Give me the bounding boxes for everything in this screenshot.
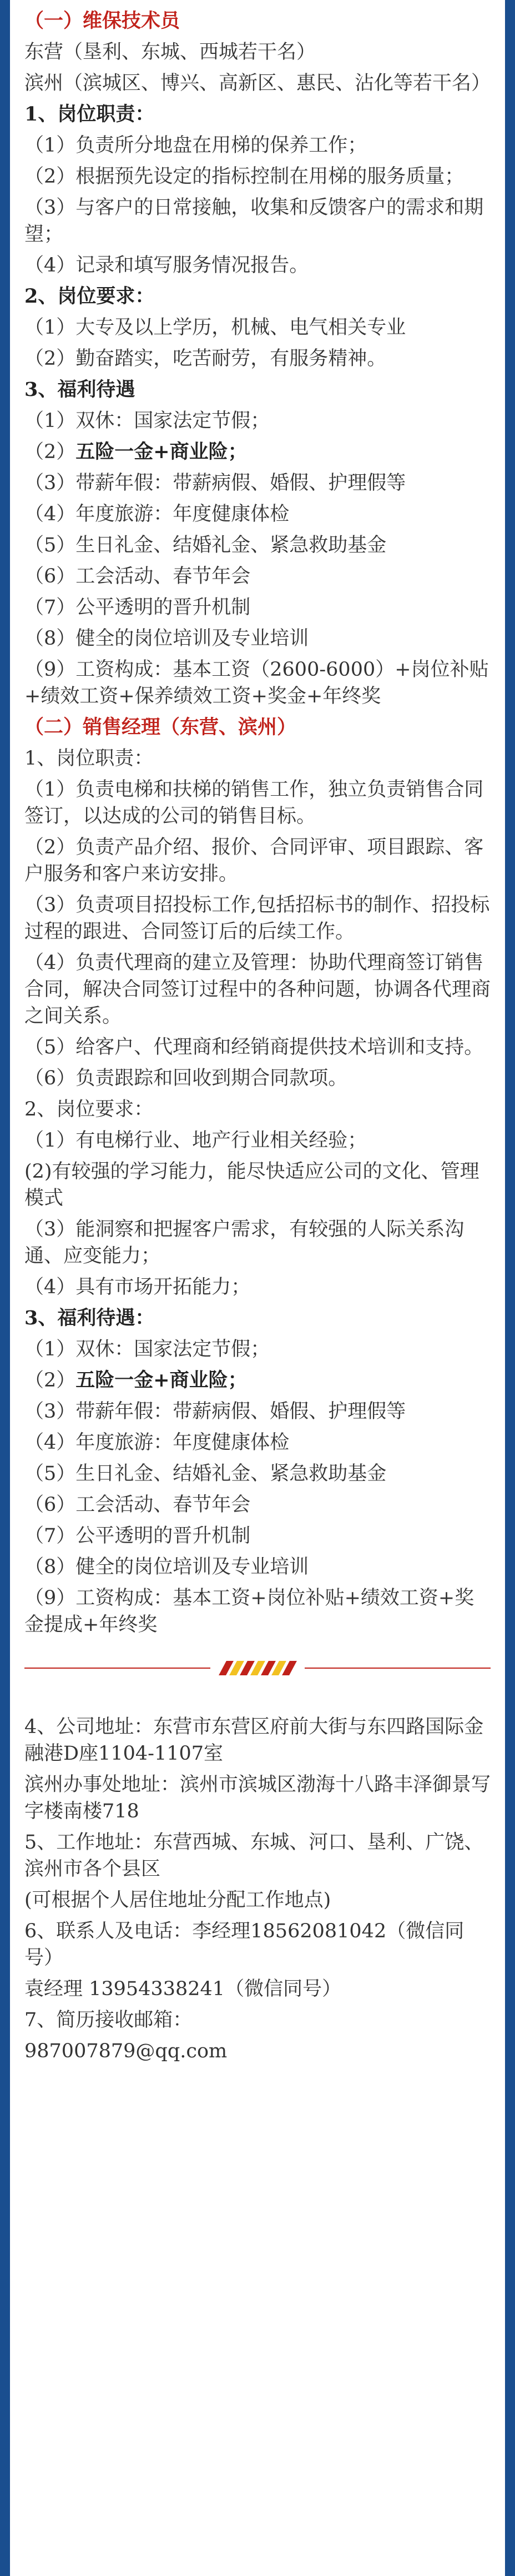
job1-benefit-prefix: （1）双休：	[24, 410, 134, 432]
job2-benefit-item: （9）工资构成：基本工资+岗位补贴+绩效工资+奖金提成+年终奖	[24, 1587, 474, 1636]
job2-duty-item: （4）负责代理商的建立及管理：协助代理商签订销售合同，解决合同签订过程中的各种问题，协调各代理商之间关系。	[24, 952, 491, 1027]
job1-benefit-text: 五险一金+商业险；	[75, 440, 248, 463]
job1-benefit-item: （4）年度旅游：年度健康体检	[24, 503, 290, 525]
job2-duty-item: （1）负责电梯和扶梯的销售工作，独立负责销售合同签订，以达成的公司的销售目标。	[24, 779, 484, 827]
job1-benefit-item: （7）公平透明的晋升机制	[24, 596, 251, 619]
resume-email-heading: 7、简历接收邮箱：	[24, 2009, 193, 2031]
job1-benefit-text: 国家法定节假；	[134, 410, 270, 432]
job2-benefit-prefix: （2）	[24, 1369, 76, 1392]
contact-person-2: 袁经理 13954338241（微信同号）	[24, 1978, 342, 2000]
job1-benefit-heading: 3、福利待遇	[24, 378, 135, 401]
job2-duty-item: （6）负责跟踪和回收到期合同款项。	[24, 1067, 348, 1089]
job1-benefit-item: （8）健全的岗位培训及专业培训	[24, 627, 309, 650]
job1-benefit-item: （6）工会活动、春节年会	[24, 565, 251, 587]
job1-benefit-item: （9）工资构成：基本工资（2600-6000）+岗位补贴+绩效工资+保养绩效工资+奖金+年终奖	[24, 659, 489, 707]
job2-requirement-item: （4）具有市场开拓能力；	[24, 1276, 251, 1298]
job1-requirement-item: （2）勤奋踏实，吃苦耐劳，有服务精神。	[24, 348, 387, 370]
job2-requirement-item: (2)有较强的学习能力，能尽快适应公司的文化、管理模式	[24, 1161, 479, 1209]
job1-duty-item: （1）负责所分地盘在用梯的保养工作；	[24, 134, 367, 157]
job2-benefit-item	[24, 1336, 491, 1363]
job2-benefit-item	[24, 1367, 491, 1394]
work-location-note: (可根据个人居住地址分配工作地点)	[24, 1889, 331, 1911]
job2-benefit-item: （3）带薪年假：带薪病假、婚假、护理假等	[24, 1400, 406, 1423]
job2-requirement-heading: 2、岗位要求：	[24, 1098, 154, 1121]
work-location: 5、工作地址：东营西城、东城、河口、垦利、广饶、滨州市各个县区	[24, 1831, 484, 1880]
job2-benefit-item: （7）公平透明的晋升机制	[24, 1525, 251, 1547]
job1-duty-heading: 1、岗位职责：	[24, 103, 155, 125]
company-address: 4、公司地址：东营市东营区府前大街与东四路国际金融港D座1104-1107室	[24, 1716, 484, 1765]
job1-benefit-item: （3）带薪年假：带薪病假、婚假、护理假等	[24, 472, 406, 494]
job2-title: （二）销售经理（东营、滨州）	[24, 716, 297, 739]
job2-duty-heading: 1、岗位职责：	[24, 747, 154, 770]
job2-duty-item: （2）负责产品介绍、报价、合同评审、项目跟踪、客户服务和客户来访安排。	[24, 836, 484, 885]
job1-benefit-item	[24, 439, 491, 465]
job2-requirement-item: （1）有电梯行业、地产行业相关经验；	[24, 1129, 367, 1152]
job2-benefit-text: 国家法定节假；	[134, 1338, 270, 1360]
binzhou-office-address: 滨州办事处地址：滨州市滨城区渤海十八路丰泽御景写字楼南楼718	[24, 1774, 491, 1822]
job2-benefit-item: （8）健全的岗位培训及专业培训	[24, 1556, 309, 1578]
job2-requirement-item: （3）能洞察和把握客户需求，有较强的人际关系沟通、应变能力；	[24, 1218, 464, 1267]
job2-benefit-text: 五险一金+商业险；	[75, 1369, 248, 1392]
job1-duty-item: （2）根据预先设定的指标控制在用梯的服务质量；	[24, 165, 464, 188]
job2-duty-item: （3）负责项目招投标工作,包括招标书的制作、招投标过程的跟进、合同签订后的后续工作。	[24, 894, 490, 943]
job1-location-dongying: 东营（垦利、东城、西城若干名）	[24, 41, 316, 63]
job-posting-card	[10, 0, 505, 2576]
job2-benefit-item: （4）年度旅游：年度健康体检	[24, 1432, 290, 1454]
contact-person: 6、联系人及电话：李经理18562081042（微信同号）	[24, 1920, 464, 1969]
section-divider	[24, 1651, 491, 1685]
job2-benefit-prefix: （1）双休：	[24, 1338, 134, 1360]
job1-duty-item: （4）记录和填写服务情况报告。	[24, 254, 309, 277]
job1-benefit-prefix: （2）	[24, 441, 76, 463]
job1-requirement-heading: 2、岗位要求：	[24, 285, 155, 308]
resume-email[interactable]: 987007879@qq.com	[24, 2040, 228, 2062]
job2-benefit-item: （5）生日礼金、结婚礼金、紧急救助基金	[24, 1463, 387, 1485]
job1-benefit-item: （5）生日礼金、结婚礼金、紧急救助基金	[24, 534, 387, 556]
job1-benefit-item	[24, 408, 491, 434]
job2-benefit-heading: 3、福利待遇：	[24, 1307, 155, 1329]
job2-duty-item: （5）给客户、代理商和经销商提供技术培训和支持。	[24, 1036, 484, 1058]
job1-requirement-item: （1）大专及以上学历，机械、电气相关专业	[24, 317, 406, 339]
job1-location-binzhou: 滨州（滨城区、博兴、高新区、惠民、沾化等若干名）	[24, 72, 491, 94]
job1-title: （一）维保技术员	[24, 9, 180, 32]
job2-benefit-item: （6）工会活动、春节年会	[24, 1494, 251, 1516]
job1-duty-item: （3）与客户的日常接触，收集和反馈客户的需求和期望；	[24, 197, 484, 245]
divider-stripes-icon	[210, 1658, 305, 1678]
